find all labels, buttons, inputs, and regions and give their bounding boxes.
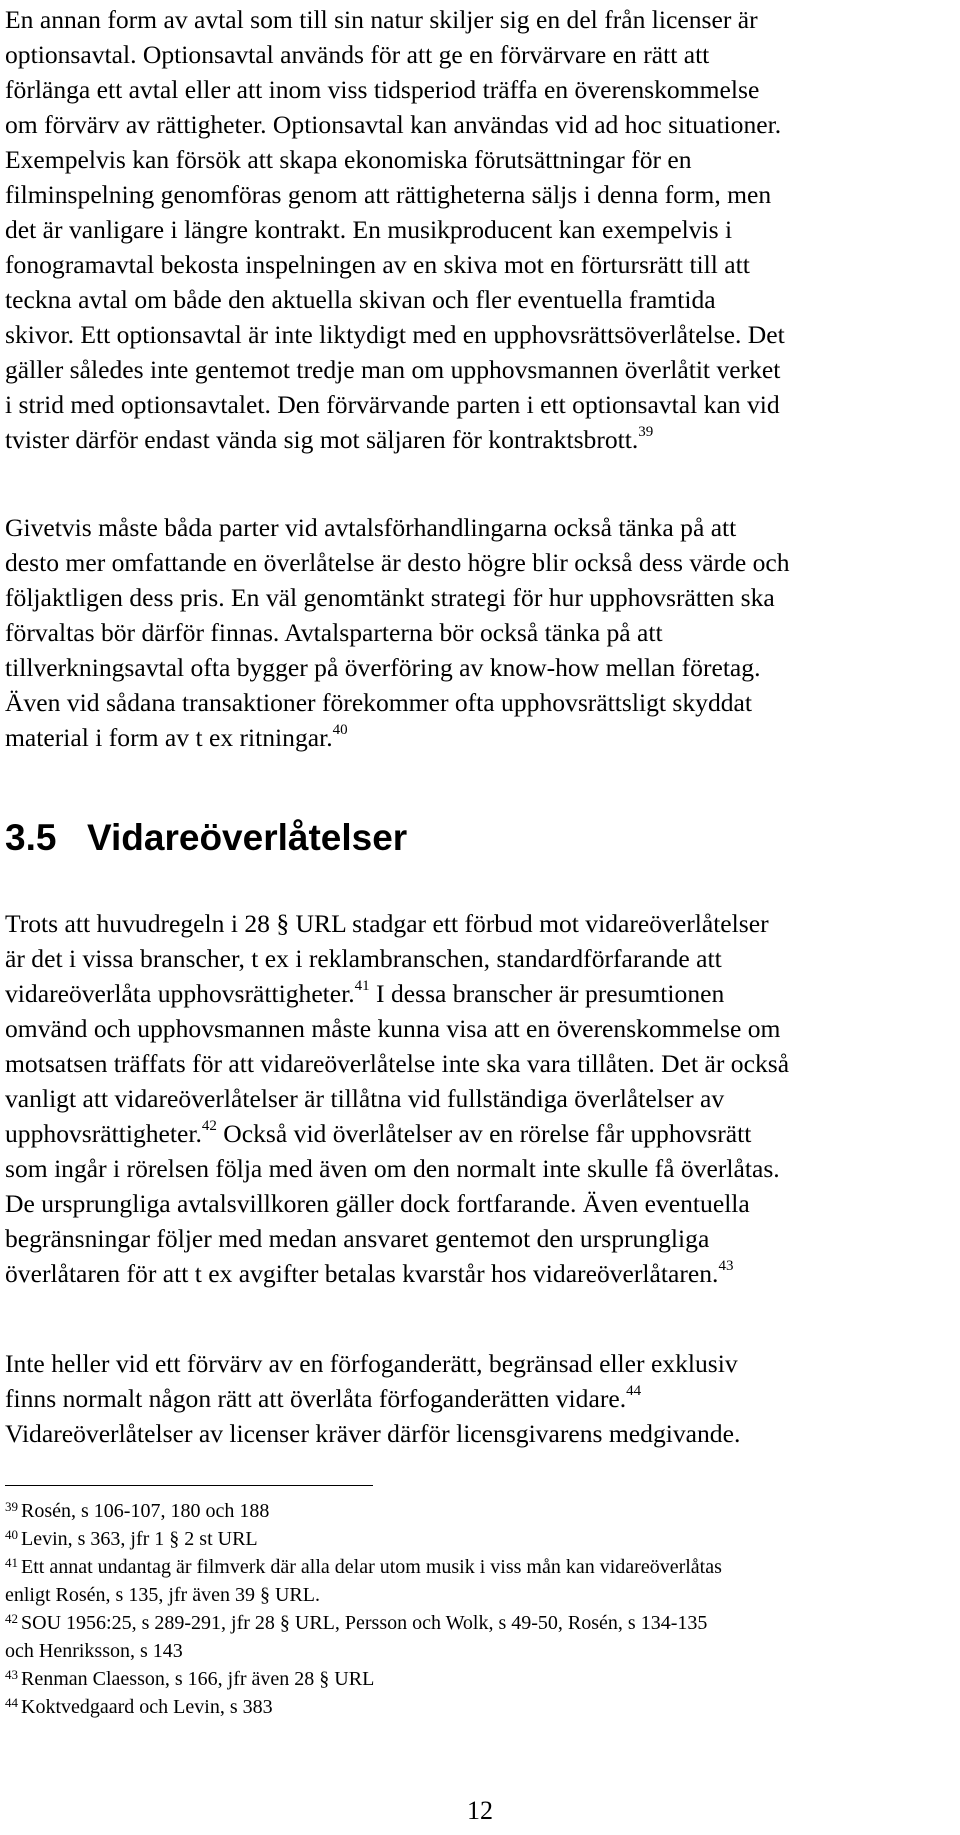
footnote-line [5, 1553, 950, 1581]
text-line: förvaltas bör därför finnas. Avtalsparterna bör också tänka på att [5, 618, 663, 647]
text-line [5, 1256, 950, 1291]
paragraph-negotiation [5, 510, 950, 755]
footnote-text: Levin, s 363, jfr 1 § 2 st URL [21, 1528, 258, 1550]
text-line [5, 720, 950, 755]
footnotes [5, 1497, 950, 1721]
text-line: förlänga ett avtal eller att inom viss tidsperiod träffa en överenskommelse [5, 75, 760, 104]
text-line: Trots att huvudregeln i 28 § URL stadgar ett förbud mot vidareöverlåtelser [5, 909, 769, 938]
footnote [5, 1693, 950, 1721]
text-line-content: I dessa branscher är presumtionen [369, 979, 725, 1008]
footnote-text: och Henriksson, s 143 [5, 1640, 183, 1662]
footnote-ref-39[interactable]: 39 [638, 424, 654, 440]
footnote-text: enligt Rosén, s 135, jfr även 39 § URL. [5, 1584, 320, 1606]
text-line: i strid med optionsavtalet. Den förvärvande parten i ett optionsavtal kan vid [5, 390, 780, 419]
text-line: vanligt att vidareöverlåtelser är tillåtna vid fullständiga överlåtelser av [5, 1084, 725, 1113]
footnote-ref-41[interactable]: 41 [354, 978, 370, 994]
text-line: teckna avtal om både den aktuella skivan och fler eventuella framtida [5, 285, 716, 314]
text-line-content: upphovsrättigheter. [5, 1119, 202, 1148]
paragraph-further-transfers [5, 906, 950, 1291]
text-line: De ursprungliga avtalsvillkoren gäller dock fortfarande. Även eventuella [5, 1189, 750, 1218]
text-line: det är vanligare i längre kontrakt. En musikproducent kan exempelvis i [5, 215, 733, 244]
footnote-line [5, 1525, 950, 1553]
text-line: filminspelning genomföras genom att rättigheterna säljs i denna form, men [5, 180, 772, 209]
footnote [5, 1525, 950, 1553]
footnote-number: 42 [5, 1611, 18, 1626]
text-line: Vidareöverlåtelser av licenser kräver därför licensgivarens medgivande. [5, 1419, 741, 1448]
text-line: En annan form av avtal som till sin natur skiljer sig en del från licenser är [5, 5, 758, 34]
section-title: Vidareöverlåtelser [87, 817, 408, 858]
footnote [5, 1609, 950, 1665]
text-line: om förvärv av rättigheter. Optionsavtal kan användas vid ad hoc situationer. [5, 110, 782, 139]
footnote-line [5, 1497, 950, 1525]
footnote [5, 1665, 950, 1693]
footnote-ref-43[interactable]: 43 [718, 1258, 734, 1274]
text-line [5, 976, 950, 1011]
text-line: Även vid sådana transaktioner förekommer ofta upphovsrättsligt skyddat [5, 688, 753, 717]
text-line: motsatsen träffats för att vidareöverlåtelse inte ska vara tillåten. Det är också [5, 1049, 790, 1078]
text-line: följaktligen dess pris. En väl genomtänkt strategi för hur upphovsrätten ska [5, 583, 775, 612]
footnote-number: 43 [5, 1667, 18, 1682]
footnote-number: 40 [5, 1527, 18, 1542]
text-line: Exempelvis kan försök att skapa ekonomiska förutsättningar för en [5, 145, 692, 174]
text-line-content: Också vid överlåtelser av en rörelse får upphovsrätt [216, 1119, 752, 1148]
section-heading [5, 813, 407, 863]
text-line: som ingår i rörelsen följa med även om den normalt inte skulle få överlåtas. [5, 1154, 780, 1183]
text-line: omvänd och upphovsmannen måste kunna visa att en överenskommelse om [5, 1014, 781, 1043]
footnote-number: 41 [5, 1555, 18, 1570]
text-line-content: finns normalt någon rätt att överlåta förfoganderätten vidare. [5, 1384, 627, 1413]
text-line: Givetvis måste båda parter vid avtalsförhandlingarna också tänka på att [5, 513, 737, 542]
text-line-content: överlåtaren för att t ex avgifter betalas kvarstår hos vidareöverlåtaren. [5, 1259, 719, 1288]
footnote-ref-44[interactable]: 44 [626, 1383, 642, 1399]
text-line: skivor. Ett optionsavtal är inte liktydigt med en upphovsrättsöverlåtelse. Det [5, 320, 785, 349]
footnote-line [5, 1693, 950, 1721]
footnote-ref-42[interactable]: 42 [201, 1118, 217, 1134]
text-line: tillverkningsavtal ofta bygger på överföring av know-how mellan företag. [5, 653, 761, 682]
footnote-line [5, 1665, 950, 1693]
footnote-number: 39 [5, 1499, 18, 1514]
footnote-text: Rosén, s 106-107, 180 och 188 [21, 1500, 270, 1522]
footnote [5, 1497, 950, 1525]
text-line: är det i vissa branscher, t ex i reklambranschen, standardförfarande att [5, 944, 722, 973]
footnote-text: SOU 1956:25, s 289-291, jfr 28 § URL, Persson och Wolk, s 49-50, Rosén, s 134-135 [21, 1612, 708, 1634]
footnote-number: 44 [5, 1695, 18, 1710]
footnote-separator [5, 1485, 373, 1486]
footnote-ref-40[interactable]: 40 [332, 722, 348, 738]
text-line [5, 1381, 950, 1416]
text-line [5, 1116, 950, 1151]
paragraph-disposal-rights [5, 1346, 950, 1451]
text-line: begränsningar följer med medan ansvaret gentemot den ursprungliga [5, 1224, 710, 1253]
footnote-line [5, 1609, 950, 1637]
footnote-text: Koktvedgaard och Levin, s 383 [21, 1696, 273, 1718]
footnote-text: Ett annat undantag är filmverk där alla delar utom musik i viss mån kan vidareöverlåtas [21, 1556, 722, 1578]
text-line: gäller således inte gentemot tredje man om upphovsmannen överlåtit verket [5, 355, 781, 384]
footnote [5, 1553, 950, 1609]
text-line [5, 422, 950, 457]
paragraph-options-agreements [5, 2, 950, 457]
page-number: 12 [467, 1796, 493, 1825]
text-line: fonogramavtal bekosta inspelningen av en skiva mot en förtursrätt till att [5, 250, 750, 279]
section-number: 3.5 [5, 817, 57, 858]
text-line-content: tvister därför endast vända sig mot säljaren för kontraktsbrott. [5, 425, 639, 454]
text-line: Inte heller vid ett förvärv av en förfoganderätt, begränsad eller exklusiv [5, 1349, 738, 1378]
text-line: optionsavtal. Optionsavtal används för att ge en förvärvare en rätt att [5, 40, 710, 69]
text-line-content: material i form av t ex ritningar. [5, 723, 333, 752]
footnote-text: Renman Claesson, s 166, jfr även 28 § URL [21, 1668, 375, 1690]
text-line: desto mer omfattande en överlåtelse är desto högre blir också dess värde och [5, 548, 790, 577]
text-line-content: vidareöverlåta upphovsrättigheter. [5, 979, 355, 1008]
